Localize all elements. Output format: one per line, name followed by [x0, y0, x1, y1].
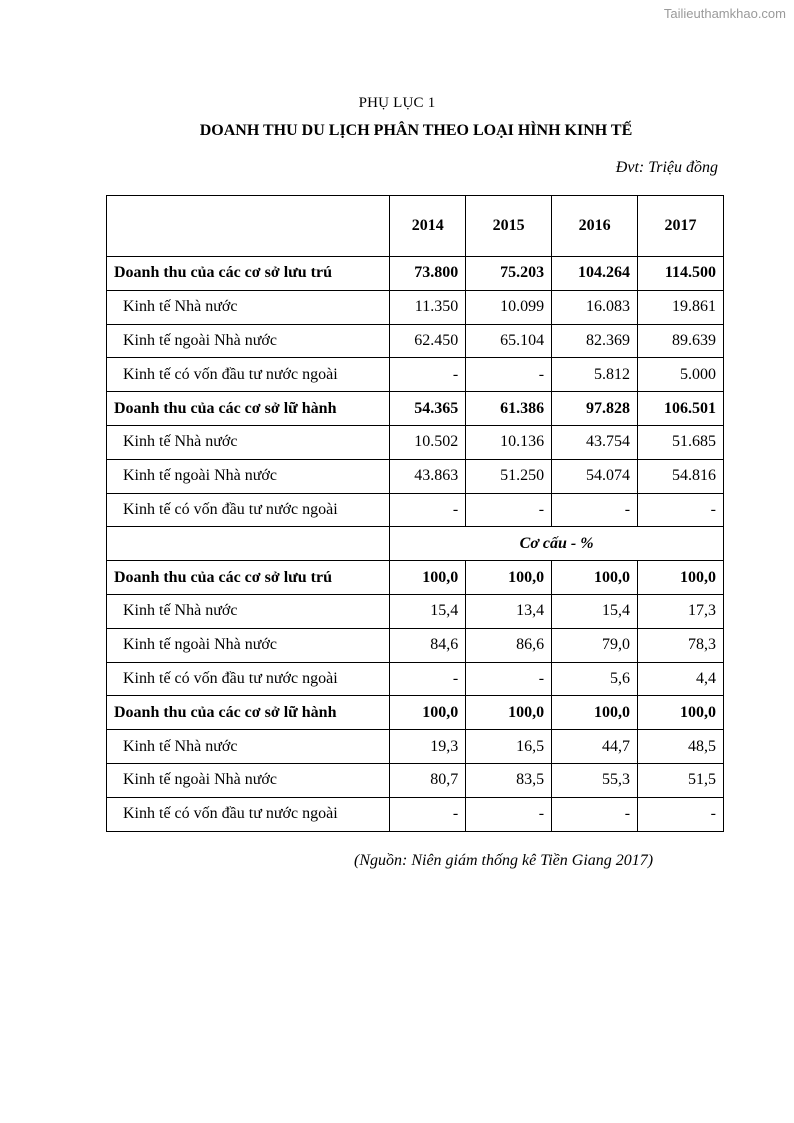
row-label: Kinh tế Nhà nước	[107, 290, 390, 324]
value-cell: 100,0	[390, 561, 466, 595]
source-note: (Nguồn: Niên giám thống kê Tiền Giang 2017)	[354, 852, 654, 869]
row-label: Doanh thu của các cơ sở lữ hành	[107, 392, 390, 426]
table-row	[107, 763, 724, 797]
header-year-cell: 2015	[466, 196, 552, 257]
value-cell: -	[390, 797, 466, 831]
value-cell: 80,7	[390, 763, 466, 797]
value-cell: -	[552, 493, 638, 527]
value-cell: 97.828	[552, 392, 638, 426]
header-year-cell: 2016	[552, 196, 638, 257]
table-row	[107, 594, 724, 628]
value-cell: 51.250	[466, 459, 552, 493]
row-label: Kinh tế ngoài Nhà nước	[107, 763, 390, 797]
value-cell: -	[466, 797, 552, 831]
value-cell: 78,3	[638, 628, 724, 662]
header-year-cell: 2017	[638, 196, 724, 257]
section-blank-cell	[107, 527, 390, 561]
value-cell: 13,4	[466, 594, 552, 628]
value-cell: -	[466, 358, 552, 392]
row-label: Kinh tế có vốn đầu tư nước ngoài	[107, 493, 390, 527]
value-cell: 10.502	[390, 425, 466, 459]
value-cell: 84,6	[390, 628, 466, 662]
unit-note: Đvt: Triệu đồng	[615, 159, 718, 176]
value-cell: -	[638, 493, 724, 527]
value-cell: 100,0	[466, 696, 552, 730]
row-label: Kinh tế ngoài Nhà nước	[107, 459, 390, 493]
value-cell: -	[390, 358, 466, 392]
value-cell: 54.074	[552, 459, 638, 493]
value-cell: 89.639	[638, 324, 724, 358]
value-cell: -	[638, 797, 724, 831]
value-cell: 5.000	[638, 358, 724, 392]
row-label: Kinh tế có vốn đầu tư nước ngoài	[107, 662, 390, 696]
table-row	[107, 392, 724, 426]
value-cell: 114.500	[638, 257, 724, 291]
appendix-label: PHỤ LỤC 1	[358, 95, 436, 111]
value-cell: 100,0	[638, 561, 724, 595]
value-cell: 10.099	[466, 290, 552, 324]
row-label: Kinh tế Nhà nước	[107, 425, 390, 459]
value-cell: 15,4	[390, 594, 466, 628]
value-cell: 43.754	[552, 425, 638, 459]
value-cell: 83,5	[466, 763, 552, 797]
table-row	[107, 358, 724, 392]
value-cell: 19,3	[390, 730, 466, 764]
table-row	[107, 425, 724, 459]
value-cell: 100,0	[390, 696, 466, 730]
header-year-cell: 2014	[390, 196, 466, 257]
value-cell: -	[390, 493, 466, 527]
value-cell: 43.863	[390, 459, 466, 493]
value-cell: 54.365	[390, 392, 466, 426]
value-cell: 86,6	[466, 628, 552, 662]
table-row	[107, 628, 724, 662]
value-cell: 19.861	[638, 290, 724, 324]
row-label: Doanh thu của các cơ sở lữ hành	[107, 696, 390, 730]
table-row	[107, 290, 724, 324]
document-title: DOANH THU DU LỊCH PHÂN THEO LOẠI HÌNH KINH TẾ	[199, 122, 633, 139]
value-cell: 75.203	[466, 257, 552, 291]
value-cell: 17,3	[638, 594, 724, 628]
value-cell: -	[466, 493, 552, 527]
row-label: Doanh thu của các cơ sở lưu trú	[107, 257, 390, 291]
row-label: Kinh tế có vốn đầu tư nước ngoài	[107, 797, 390, 831]
row-label: Kinh tế Nhà nước	[107, 730, 390, 764]
value-cell: 16,5	[466, 730, 552, 764]
table-row	[107, 696, 724, 730]
table-row	[107, 730, 724, 764]
value-cell: 100,0	[466, 561, 552, 595]
value-cell: 82.369	[552, 324, 638, 358]
value-cell: -	[390, 662, 466, 696]
value-cell: 5,6	[552, 662, 638, 696]
value-cell: 44,7	[552, 730, 638, 764]
value-cell: 100,0	[638, 696, 724, 730]
table-row	[107, 662, 724, 696]
header-blank-cell	[107, 196, 390, 257]
value-cell: -	[552, 797, 638, 831]
table-row	[107, 561, 724, 595]
watermark: Tailieuthamkhao.com	[663, 6, 786, 21]
table-row	[107, 493, 724, 527]
structure-heading: Cơ cấu - %	[390, 527, 724, 561]
value-cell: 16.083	[552, 290, 638, 324]
row-label: Doanh thu của các cơ sở lưu trú	[107, 561, 390, 595]
value-cell: 51,5	[638, 763, 724, 797]
value-cell: 100,0	[552, 561, 638, 595]
table-header-row	[107, 196, 724, 257]
value-cell: 48,5	[638, 730, 724, 764]
value-cell: 11.350	[390, 290, 466, 324]
value-cell: 4,4	[638, 662, 724, 696]
value-cell: 10.136	[466, 425, 552, 459]
table-row	[107, 324, 724, 358]
value-cell: 79,0	[552, 628, 638, 662]
table-row	[107, 257, 724, 291]
value-cell: 65.104	[466, 324, 552, 358]
row-label: Kinh tế Nhà nước	[107, 594, 390, 628]
table-row	[107, 459, 724, 493]
value-cell: 100,0	[552, 696, 638, 730]
value-cell: -	[466, 662, 552, 696]
row-label: Kinh tế ngoài Nhà nước	[107, 628, 390, 662]
section-heading-row	[107, 527, 724, 561]
value-cell: 55,3	[552, 763, 638, 797]
value-cell: 106.501	[638, 392, 724, 426]
value-cell: 62.450	[390, 324, 466, 358]
value-cell: 54.816	[638, 459, 724, 493]
value-cell: 61.386	[466, 392, 552, 426]
value-cell: 51.685	[638, 425, 724, 459]
row-label: Kinh tế có vốn đầu tư nước ngoài	[107, 358, 390, 392]
row-label: Kinh tế ngoài Nhà nước	[107, 324, 390, 358]
value-cell: 5.812	[552, 358, 638, 392]
value-cell: 73.800	[390, 257, 466, 291]
value-cell: 15,4	[552, 594, 638, 628]
revenue-table	[106, 195, 724, 832]
table-row	[107, 797, 724, 831]
value-cell: 104.264	[552, 257, 638, 291]
